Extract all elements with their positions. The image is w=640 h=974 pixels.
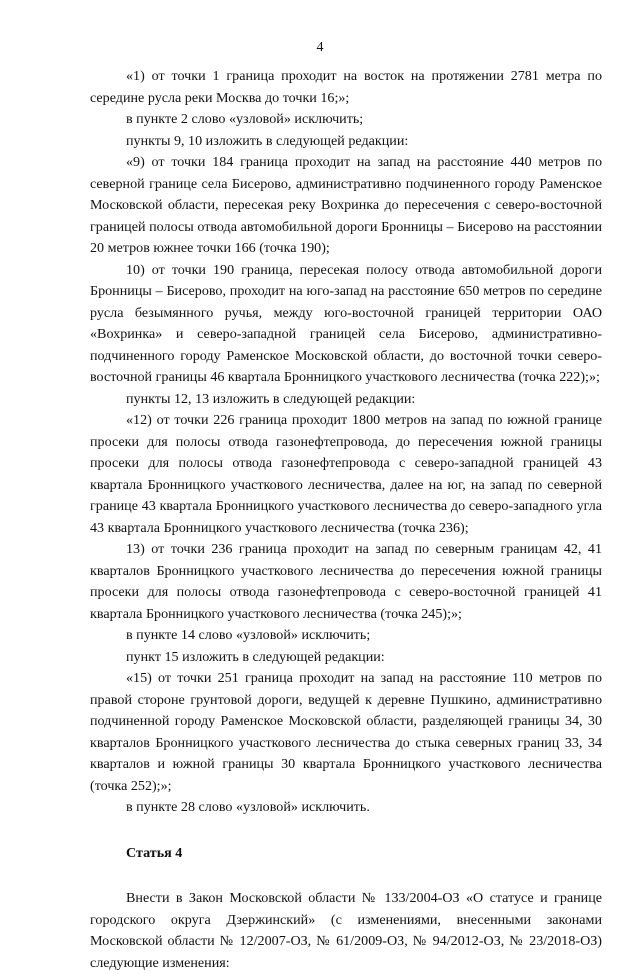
paragraph-points-9-10-intro: пункты 9, 10 изложить в следующей редакции: <box>126 132 409 149</box>
paragraph-point-15: «15) от точки 251 граница проходит на запад на расстояние 110 метров по правой стороне грунтовой дороги, ведущей к деревне Пушкино, административно подчиненной городу Раменское Московской области, разделяющей границы 34, 30 кварталов Бронницкого участкового лесничества до стыка северных границ 33, 34 кварталов и южной границы 30 квартала Бронницкого участкового лесничества (точка 252);»; <box>90 670 602 794</box>
paragraph-point-13: 13) от точки 236 граница проходит на запад по северным границам 42, 41 кварталов Бронницкого участкового лесничества до пересечения южной границы просеки для полосы отвода газонефтепровода с северо-восточной границей 41 квартала Бронницкого участкового лесничества (точка 245);»; <box>90 541 602 622</box>
page-number: 4 <box>316 40 324 55</box>
paragraph-point-15-intro: пункт 15 изложить в следующей редакции: <box>126 648 385 665</box>
paragraph-point-12: «12) от точки 226 граница проходит 1800 метров на запад по южной границе просеки для полосы отвода газонефтепровода, до пересечения южной границы просеки для полосы отвода газонефтепровода с северо-западной границей 43 квартала Бронницкого участкового лесничества, далее на юг, на запад по северной границе 43 квартала Бронницкого участкового лесничества до северо-западного угла 43 квартала Бронницкого участкового лесничества (точка 236); <box>90 412 602 536</box>
paragraph-point-10: 10) от точки 190 граница, пересекая полосу отвода автомобильной дороги Бронницы – Бисерово, проходит на юго-запад на расстояние 650 метров по середине русла безымянного ручья, между юго-восточной границей территории ОАО «Вохринка» и северо-западной границей села Бисерово, административно-подчиненного городу Раменское Московской области, до восточной точки северо-восточной границы 46 квартала Бронницкого участкового лесничества (точка 222);»; <box>90 261 602 385</box>
paragraph-point-9: «9) от точки 184 граница проходит на запад на расстояние 440 метров по северной границе села Бисерово, административно подчиненного городу Раменское Московской области, пересекая реку Вохринка до пересечения с северо-восточной границей полосы отвода автомобильной дороги Бронницы – Бисерово на расстоянии 20 метров южнее точки 166 (точка 190); <box>90 154 602 256</box>
paragraph-point-14-amendment: в пункте 14 слово «узловой» исключить; <box>126 627 371 643</box>
document-body <box>90 66 602 974</box>
paragraph-point-28-amendment: в пункте 28 слово «узловой» исключить. <box>126 799 370 815</box>
paragraph-point-2-amendment: в пункте 2 слово «узловой» исключить; <box>126 111 364 127</box>
paragraph-points-12-13-intro: пункты 12, 13 изложить в следующей редакции: <box>126 390 416 407</box>
article-heading: Статья 4 <box>126 844 183 861</box>
paragraph-point-1: «1) от точки 1 граница проходит на восток на протяжении 2781 метра по середине русла реки Москва до точки 16;»; <box>90 68 602 106</box>
paragraph-article-4-intro: Внести в Закон Московской области № 133/2004-ОЗ «О статусе и границе городского округа Дзержинский» (с изменениями, внесенными законами Московской области № 12/2007-ОЗ, № 61/2009-ОЗ, № 94/2012-ОЗ, № 23/2018-ОЗ) следующие изменения: <box>90 890 602 971</box>
